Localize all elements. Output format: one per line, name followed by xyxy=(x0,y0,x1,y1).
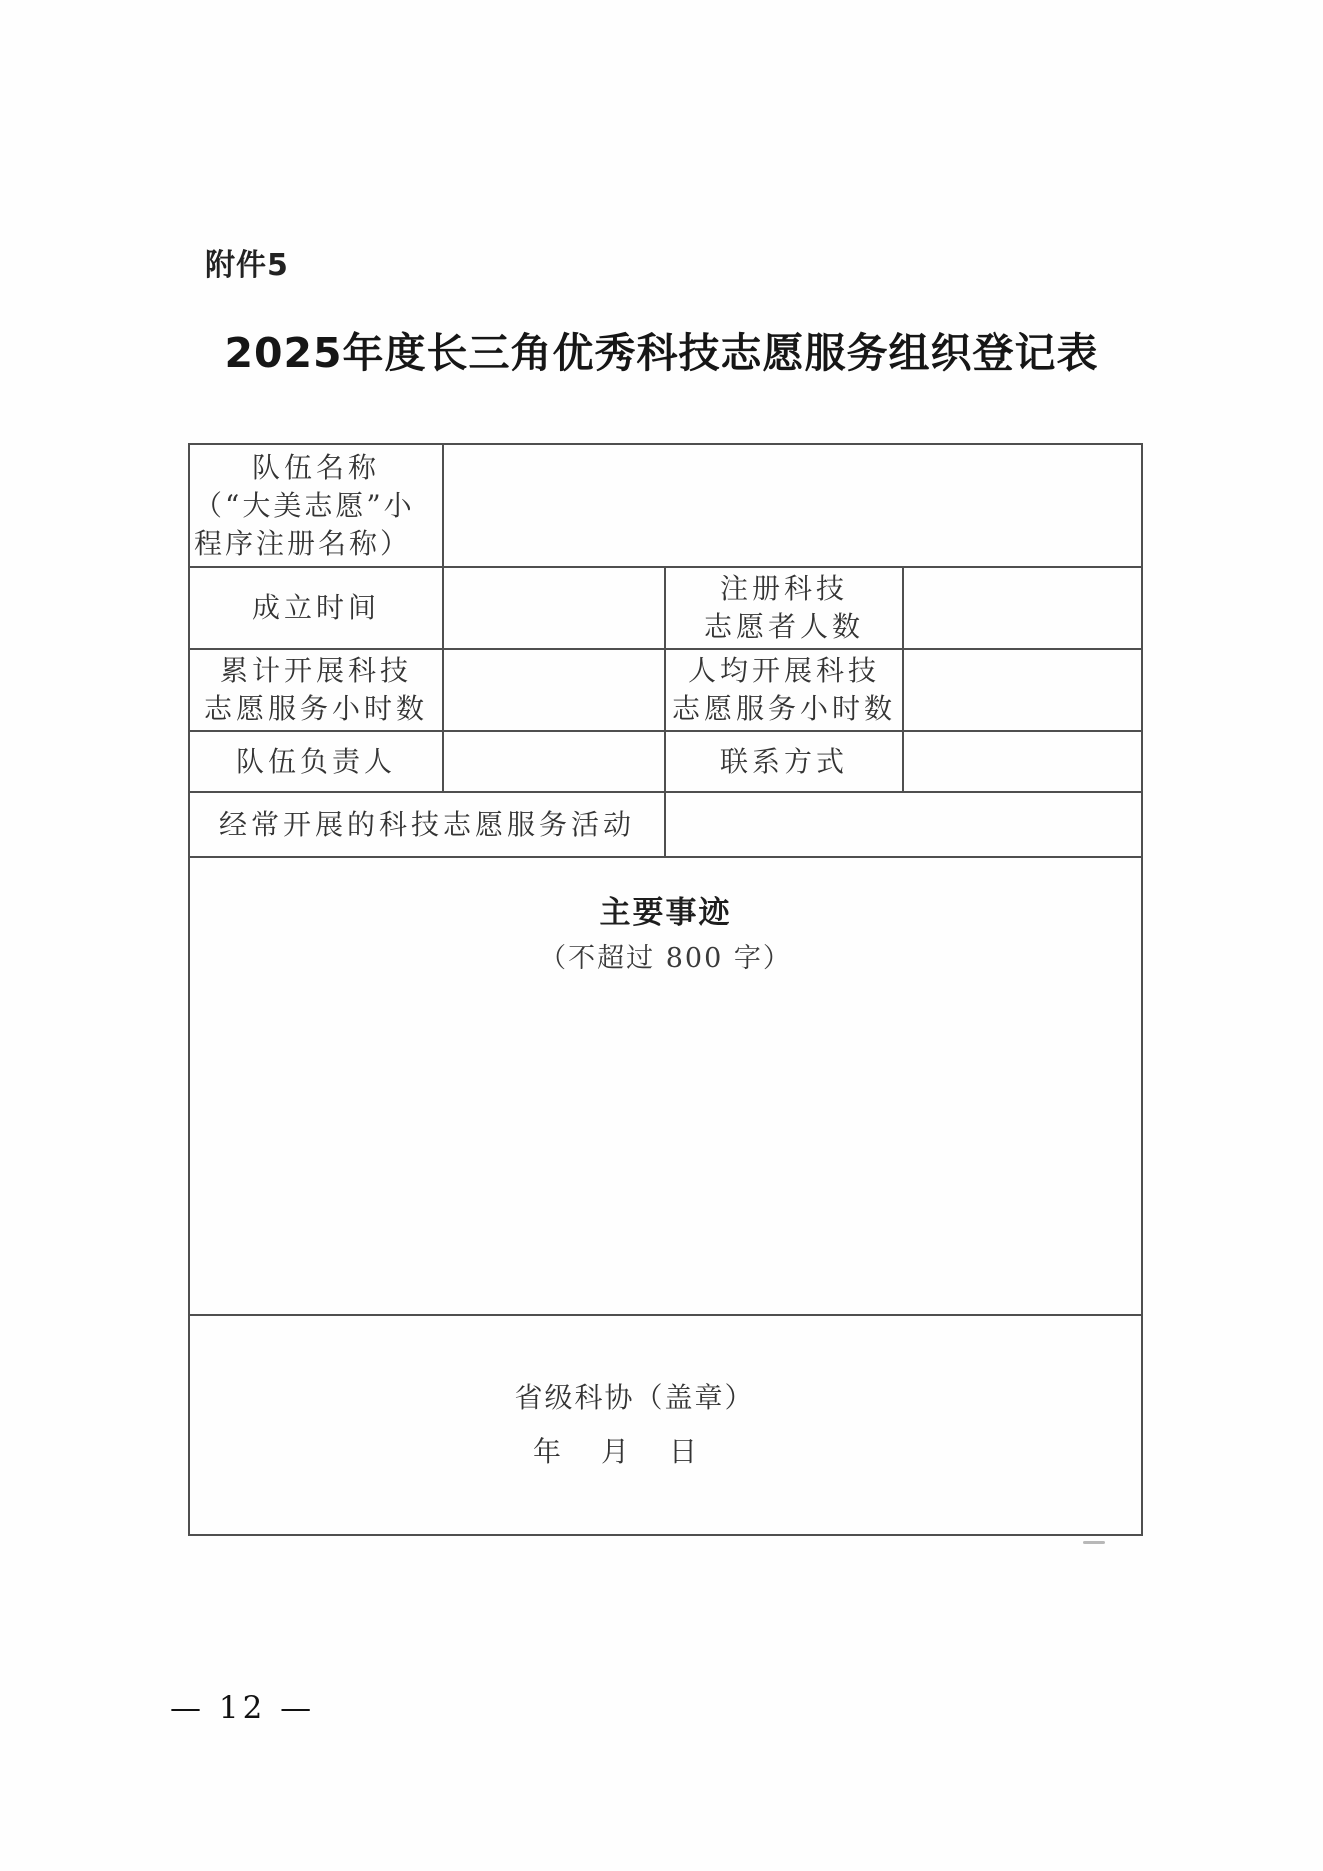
row-frequent-activities xyxy=(189,792,1142,857)
attachment-label: 附件5 xyxy=(205,248,289,283)
contact-value-cell xyxy=(903,731,1142,792)
date-fill-in-label: 年 月 日 xyxy=(533,1435,704,1468)
frequent-activities-label-cell: 经常开展的科技志愿服务活动 xyxy=(189,792,665,857)
main-deeds-body xyxy=(194,978,1137,1278)
cumulative-hours-label-cell xyxy=(189,649,443,731)
founded-date-label-cell: 成立时间 xyxy=(189,567,443,649)
registered-volunteers-label-line2: 志愿者人数 xyxy=(703,610,864,643)
team-name-label-line2: （“大美志愿”小 xyxy=(194,488,415,522)
per-capita-hours-value-cell xyxy=(903,649,1142,731)
team-name-label-line3: 程序注册名称） xyxy=(194,526,412,560)
team-name-label-cell xyxy=(189,444,443,567)
row-founded-registered xyxy=(189,567,1142,649)
row-team-name xyxy=(189,444,1142,567)
main-deeds-note: （不超过 800 字） xyxy=(539,943,792,974)
registered-volunteers-label-cell xyxy=(665,567,903,649)
page-number: — 12 — xyxy=(170,1690,316,1726)
frequent-activities-value-cell xyxy=(665,792,1142,857)
team-name-value-cell xyxy=(443,444,1142,567)
team-leader-value-cell xyxy=(443,731,665,792)
founded-date-value-cell xyxy=(443,567,665,649)
registered-volunteers-value-cell xyxy=(903,567,1142,649)
document-title: 2025年度长三角优秀科技志愿服务组织登记表 xyxy=(224,329,1099,377)
team-name-label-line1: 队伍名称 xyxy=(251,450,380,484)
registered-volunteers-label-line1: 注册科技 xyxy=(719,572,848,605)
scan-artifact-dash xyxy=(1083,1541,1105,1544)
row-signoff xyxy=(189,1315,1142,1535)
per-capita-hours-label-line2: 志愿服务小时数 xyxy=(671,692,896,725)
per-capita-hours-label-cell xyxy=(665,649,903,731)
contact-label-cell: 联系方式 xyxy=(665,731,903,792)
main-deeds-title: 主要事迹 xyxy=(599,895,732,931)
registration-form-table xyxy=(188,443,1143,1536)
cumulative-hours-label-line2: 志愿服务小时数 xyxy=(203,692,428,725)
team-leader-label-cell: 队伍负责人 xyxy=(189,731,443,792)
main-deeds-cell xyxy=(189,857,1142,1315)
signoff-cell xyxy=(189,1315,1142,1535)
row-main-deeds xyxy=(189,857,1142,1315)
cumulative-hours-value-cell xyxy=(443,649,665,731)
per-capita-hours-label-line1: 人均开展科技 xyxy=(687,654,880,687)
row-service-hours xyxy=(189,649,1142,731)
cumulative-hours-label-line1: 累计开展科技 xyxy=(219,654,412,687)
provincial-association-seal-label: 省级科协（盖章） xyxy=(514,1381,755,1414)
row-leader-contact xyxy=(189,731,1142,792)
